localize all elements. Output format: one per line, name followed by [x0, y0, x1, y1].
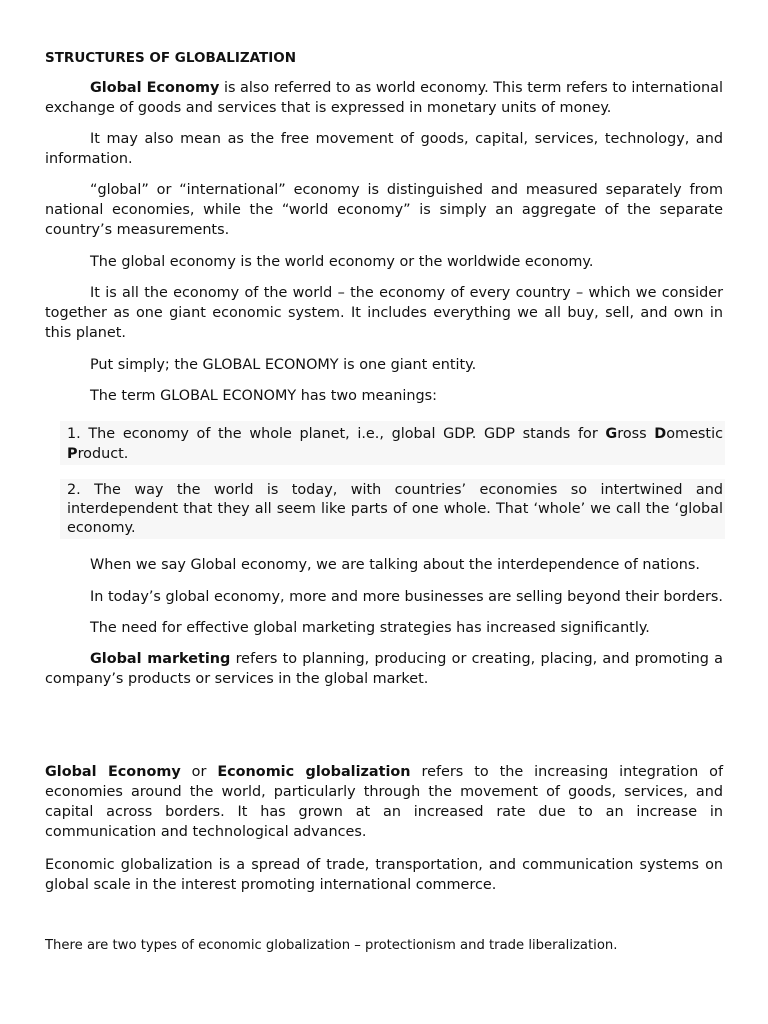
acronym-letter-d: D — [654, 426, 667, 442]
term-global-marketing: Global marketing — [90, 651, 231, 667]
list-item-2: 2. The way the world is today, with countries’ economies so intertwined and interdependent that they all seem like parts of one whole. That ‘whole’ we call the ‘global economy. — [67, 482, 723, 536]
page-title: STRUCTURES OF GLOBALIZATION — [45, 50, 297, 66]
paragraph-text: refers to planning, producing or creating, placing, and promoting a company’s products or services in the global market. — [45, 651, 723, 687]
term-economic-globalization: Economic globalization — [217, 764, 411, 780]
list-item-text: 1. The economy of the whole planet, i.e., global GDP. GDP stands for — [67, 426, 606, 442]
paragraph-free-movement: It may also mean as the free movement of goods, capital, services, technology, and information. — [45, 131, 723, 167]
paragraph-global-economy-definition — [45, 78, 723, 118]
list-item-text: omestic — [666, 426, 723, 442]
paragraph-global-vs-world: “global” or “international” economy is distinguished and measured separately from national economies, while the “world economy” is simply an aggregate of the separate country’s measurements. — [45, 182, 723, 238]
paragraph-world-economy: The global economy is the world economy or the worldwide economy. — [90, 254, 594, 270]
acronym-letter-p: P — [67, 446, 78, 462]
acronym-letter-g: G — [605, 426, 618, 442]
list-item-text: roduct. — [77, 446, 129, 462]
paragraph-two-types: There are two types of economic globalization – protectionism and trade liberalization. — [45, 938, 618, 953]
paragraph-two-meanings: The term GLOBAL ECONOMY has two meanings: — [90, 388, 437, 404]
term-global-economy: Global Economy — [90, 80, 220, 96]
paragraph-text: refers to the increasing integration of economies around the world, particularly through the movement of goods, services, and capital across borders. It has grown at an increased rate due to an increase in communication and technological advances. — [45, 764, 724, 840]
paragraph-global-marketing — [45, 649, 723, 689]
paragraph-text: is also referred to as world economy. This term refers to international exchange of goods and services that is expressed in monetary units of money. — [45, 80, 723, 116]
paragraph-selling-beyond-borders: In today’s global economy, more and more businesses are selling beyond their borders. — [90, 589, 723, 605]
term-global-economy: Global Economy — [45, 764, 181, 780]
paragraph-marketing-strategies: The need for effective global marketing strategies has increased significantly. — [90, 620, 650, 636]
paragraph-one-giant-entity: Put simply; the GLOBAL ECONOMY is one giant entity. — [90, 357, 477, 373]
paragraph-spread-of-trade: Economic globalization is a spread of trade, transportation, and communication systems on global scale in the interest promoting international commerce. — [45, 857, 723, 893]
paragraph-all-economy: It is all the economy of the world – the economy of every country – which we consider together as one giant economic system. It includes everything we all buy, sell, and own in this planet. — [45, 285, 723, 341]
paragraph-interdependence: When we say Global economy, we are talking about the interdependence of nations. — [90, 557, 700, 573]
list-item-text: ross — [617, 426, 655, 442]
list-item-1 — [67, 424, 723, 464]
paragraph-economic-globalization — [45, 762, 723, 842]
paragraph-text: or — [180, 764, 218, 780]
